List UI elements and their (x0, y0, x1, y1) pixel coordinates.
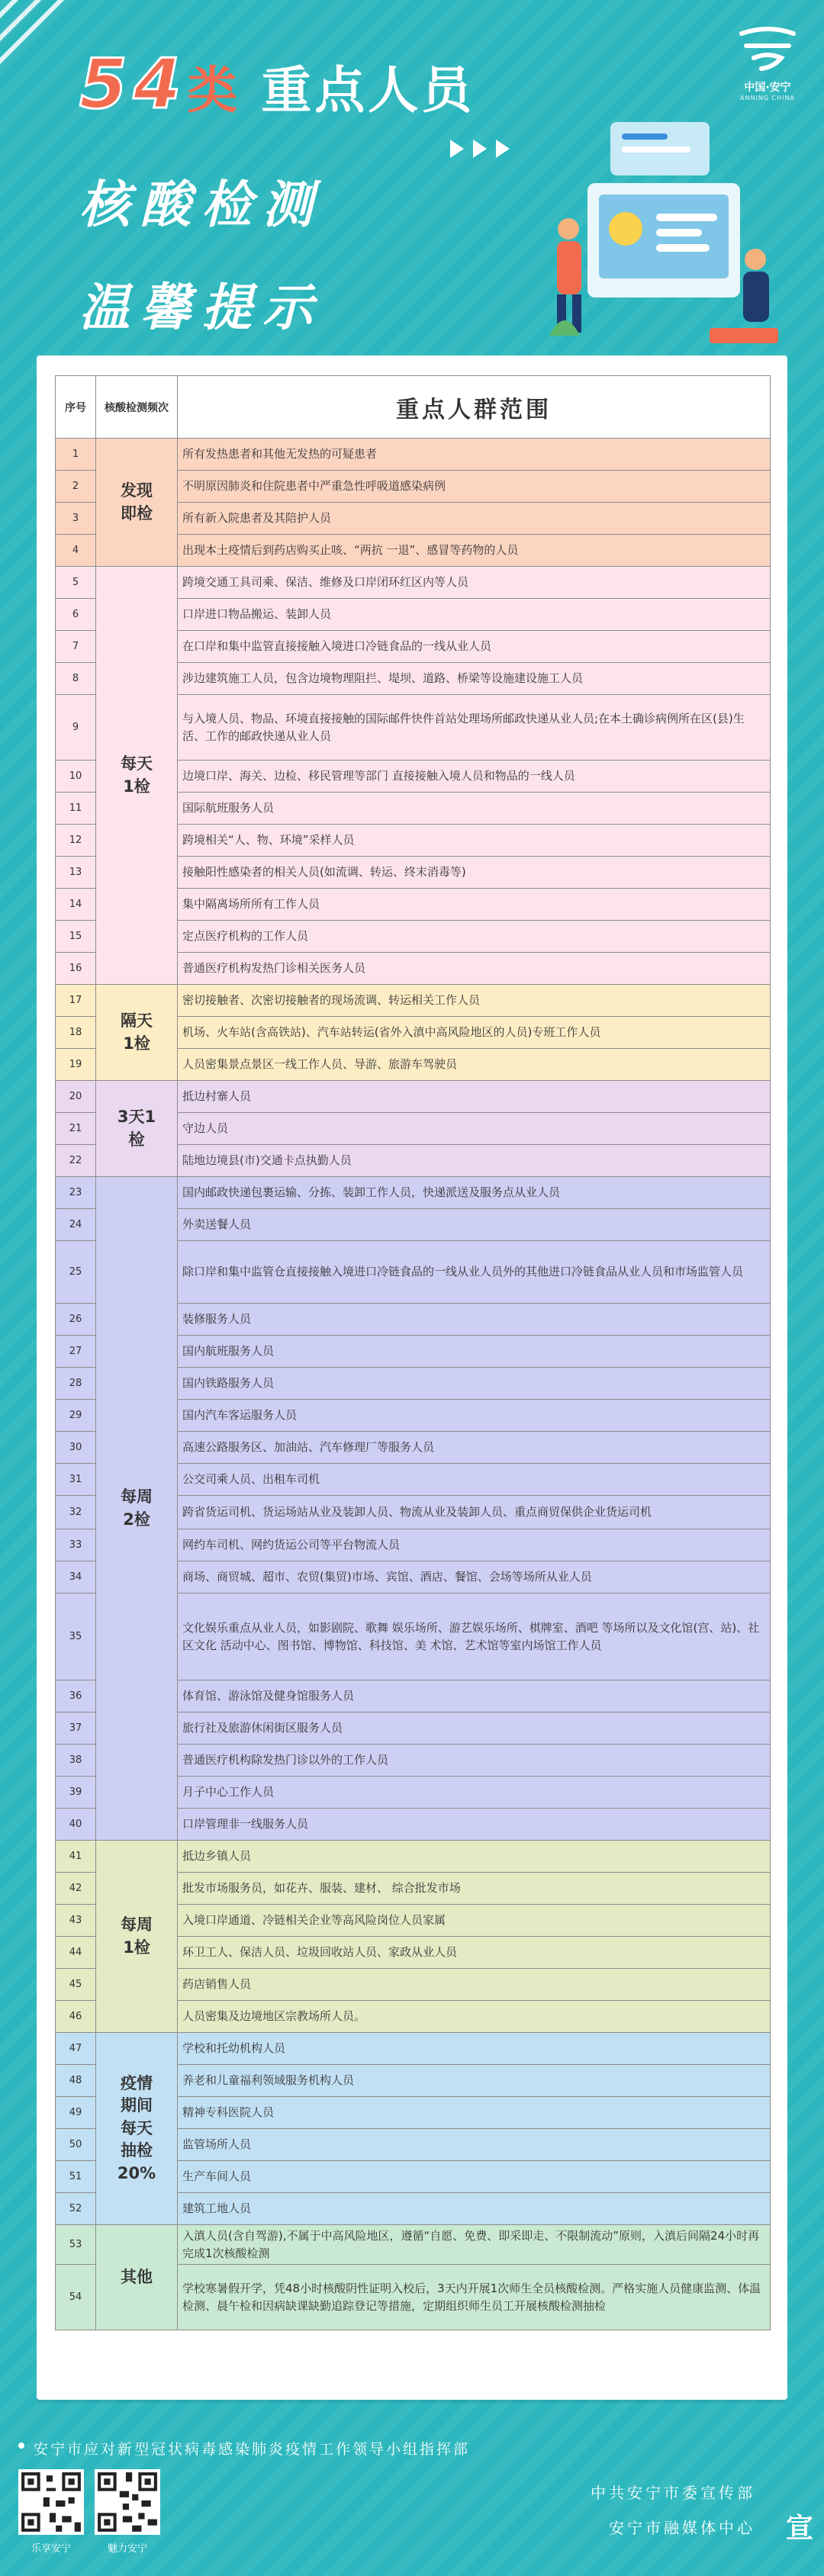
seal-mark: 宣 (785, 2513, 813, 2544)
scope-description: 建筑工地人员 (178, 2193, 771, 2225)
row-number: 38 (56, 1745, 96, 1777)
title-number: 54 (79, 44, 188, 124)
row-number: 8 (56, 663, 96, 695)
title-lei: 类 (187, 61, 241, 120)
frequency-label: 隔天1检 (121, 1011, 153, 1053)
table-row (56, 985, 771, 1017)
scope-description: 普通医疗机构除发热门诊以外的工作人员 (178, 1745, 771, 1777)
frequency-cell (96, 1081, 178, 1177)
dept-2: 安宁市融媒体中心 (609, 2519, 755, 2537)
row-number: 16 (56, 953, 96, 985)
scope-description: 国内邮政快递包裹运输、分拣、装卸工作人员，快递派送及服务点从业人员 (178, 1177, 771, 1209)
scope-description: 机场、火车站(含高铁站)、汽车站转运(省外入滇中高风险地区的人员)专班工作人员 (178, 1017, 771, 1049)
row-number: 52 (56, 2193, 96, 2225)
scope-description: 陆地边境县(市)交通卡点执勤人员 (178, 1145, 771, 1177)
scope-description: 商场、商贸城、超市、农贸(集贸)市场、宾馆、酒店、餐馆、会场等场所从业人员 (178, 1561, 771, 1594)
scope-description: 外卖送餐人员 (178, 1209, 771, 1241)
row-number: 29 (56, 1400, 96, 1432)
frequency-cell (96, 1177, 178, 1841)
row-number: 4 (56, 535, 96, 567)
anning-logo (731, 21, 804, 101)
frequency-label: 每周2检 (121, 1487, 153, 1529)
frequency-label: 每天1检 (121, 754, 153, 796)
scope-description: 定点医疗机构的工作人员 (178, 921, 771, 953)
row-number: 9 (56, 695, 96, 761)
bullet-dot-icon (18, 2443, 24, 2449)
row-number: 51 (56, 2161, 96, 2193)
row-number: 43 (56, 1905, 96, 1937)
scope-description: 生产车间人员 (178, 2161, 771, 2193)
row-number: 24 (56, 1209, 96, 1241)
scope-description: 人员密集景点景区一线工作人员、导游、旅游车驾驶员 (178, 1049, 771, 1081)
row-number: 1 (56, 439, 96, 471)
scope-description: 不明原因肺炎和住院患者中严重急性呼吸道感染病例 (178, 471, 771, 503)
scope-description: 抵边乡镇人员 (178, 1841, 771, 1873)
scope-description: 体育馆、游泳馆及健身馆服务人员 (178, 1680, 771, 1713)
arrows-decoration-icon (450, 137, 519, 160)
scope-description: 抵边村寨人员 (178, 1081, 771, 1113)
table-row (56, 1177, 771, 1209)
column-header-scope: 重点人群范围 (178, 376, 771, 439)
row-number: 23 (56, 1177, 96, 1209)
title-rest: 重点人员 (261, 61, 475, 120)
row-number: 11 (56, 793, 96, 825)
scope-description: 人员密集及边境地区宗教场所人员。 (178, 2001, 771, 2033)
scope-description: 监管场所人员 (178, 2129, 771, 2161)
scope-description: 文化娱乐重点从业人员，如影剧院、歌舞 娱乐场所、游艺娱乐场所、棋牌室、酒吧 等场所以及文化馆(宫、站)、社区文化 活动中心、图书馆、博物馆、科技馆、美 术馆、艺术馆等室内场馆工作人员 (178, 1594, 771, 1680)
row-number: 22 (56, 1145, 96, 1177)
frequency-label: 发现即检 (121, 481, 153, 523)
row-number: 19 (56, 1049, 96, 1081)
scope-description: 入滇人员(含自驾游),不属于中高风险地区，遵循“自愿、免费、即采即走、不限制流动”原则，入滇后间隔24小时再完成1次核酸检测 (178, 2225, 771, 2265)
row-number: 36 (56, 1680, 96, 1713)
frequency-cell (96, 2033, 178, 2225)
row-number: 50 (56, 2129, 96, 2161)
scope-description: 养老和儿童福利领域服务机构人员 (178, 2065, 771, 2097)
scope-description: 药店销售人员 (178, 1969, 771, 2001)
row-number: 2 (56, 471, 96, 503)
title-line-3: 温馨提示 (79, 278, 323, 337)
scope-description: 国内汽车客运服务人员 (178, 1400, 771, 1432)
people-screen-illustration (534, 107, 786, 359)
scope-description: 批发市场服务员，如花卉、服装、建材、 综合批发市场 (178, 1873, 771, 1905)
scope-description: 守边人员 (178, 1113, 771, 1145)
frequency-cell (96, 985, 178, 1081)
row-number: 35 (56, 1594, 96, 1680)
row-number: 39 (56, 1777, 96, 1809)
scope-description: 边境口岸、海关、边检、移民管理等部门 直接接触入境人员和物品的一线人员 (178, 761, 771, 793)
issuer-text: 安宁市应对新型冠状病毒感染肺炎疫情工作领导小组指挥部 (34, 2441, 471, 2458)
table-row (56, 1081, 771, 1113)
scope-description: 入境口岸通道、冷链相关企业等高风险岗位人员家属 (178, 1905, 771, 1937)
row-number: 5 (56, 567, 96, 599)
frequency-cell (96, 1841, 178, 2033)
row-number: 49 (56, 2097, 96, 2129)
table-card (37, 355, 787, 2400)
row-number: 31 (56, 1464, 96, 1496)
frequency-label: 每周1检 (121, 1915, 153, 1957)
scope-description: 装修服务人员 (178, 1304, 771, 1336)
scope-description: 与入境人员、物品、环境直接接触的国际邮件快件首站处理场所邮政快递从业人员;在本土确诊病例所在区(县)生活、工作的邮政快递从业人员 (178, 695, 771, 761)
row-number: 10 (56, 761, 96, 793)
scope-description: 所有新入院患者及其陪护人员 (178, 503, 771, 535)
scope-description: 跨省货运司机、货运场站从业及装卸人员、物流从业及装卸人员、重点商贸保供企业货运司机 (178, 1496, 771, 1529)
row-number: 48 (56, 2065, 96, 2097)
row-number: 54 (56, 2265, 96, 2330)
frequency-cell (96, 2225, 178, 2330)
row-number: 25 (56, 1241, 96, 1304)
scope-description: 高速公路服务区、加油站、汽车修理厂等服务人员 (178, 1432, 771, 1464)
table-body (56, 439, 771, 2330)
row-number: 14 (56, 889, 96, 921)
scope-description: 精神专科医院人员 (178, 2097, 771, 2129)
row-number: 6 (56, 599, 96, 631)
row-number: 47 (56, 2033, 96, 2065)
qr1-label: 乐享安宁 (31, 2543, 71, 2555)
table-row (56, 439, 771, 471)
scope-description: 国内铁路服务人员 (178, 1368, 771, 1400)
row-number: 53 (56, 2225, 96, 2265)
row-number: 41 (56, 1841, 96, 1873)
scope-description: 跨境交通工具司乘、保洁、维修及口岸闭环红区内等人员 (178, 567, 771, 599)
row-number: 28 (56, 1368, 96, 1400)
title-line-1 (79, 44, 475, 124)
table-row (56, 2033, 771, 2065)
row-number: 26 (56, 1304, 96, 1336)
row-number: 40 (56, 1809, 96, 1841)
row-number: 17 (56, 985, 96, 1017)
scope-description: 公交司乘人员、出租车司机 (178, 1464, 771, 1496)
row-number: 20 (56, 1081, 96, 1113)
frequency-cell (96, 567, 178, 985)
logo-text: 中国·安宁 (744, 82, 791, 94)
anning-logo-mark-icon (731, 21, 804, 75)
scope-description: 跨境相关“人、物、环境”采样人员 (178, 825, 771, 857)
dept-1: 中共安宁市委宣传部 (591, 2484, 755, 2502)
row-number: 37 (56, 1713, 96, 1745)
row-number: 15 (56, 921, 96, 953)
table-header-row (56, 376, 771, 439)
row-number: 7 (56, 631, 96, 663)
scope-description: 旅行社及旅游休闲街区服务人员 (178, 1713, 771, 1745)
row-number: 34 (56, 1561, 96, 1594)
scope-description: 学校和托幼机构人员 (178, 2033, 771, 2065)
table-row (56, 1841, 771, 1873)
row-number: 3 (56, 503, 96, 535)
scope-description: 环卫工人、保洁人员、垃圾回收站人员、家政从业人员 (178, 1937, 771, 1969)
title-line-2: 核酸检测 (79, 175, 323, 234)
frequency-label: 疫情期间每天抽检20% (117, 2074, 156, 2182)
row-number: 46 (56, 2001, 96, 2033)
scope-description: 密切接触者、次密切接触者的现场流调、转运相关工作人员 (178, 985, 771, 1017)
scope-description: 所有发热患者和其他无发热的可疑患者 (178, 439, 771, 471)
row-number: 42 (56, 1873, 96, 1905)
row-number: 12 (56, 825, 96, 857)
scope-description: 出现本土疫情后到药店购买止咳、“两抗 一退”、感冒等药物的人员 (178, 535, 771, 567)
row-number: 18 (56, 1017, 96, 1049)
scope-description: 集中隔离场所所有工作人员 (178, 889, 771, 921)
frequency-label: 其他 (121, 2267, 153, 2286)
logo-text-en: ANNING CHINA (740, 95, 795, 101)
scope-description: 接触阳性感染者的相关人员(如流调、转运、终末消毒等) (178, 857, 771, 889)
scope-description: 口岸进口物品搬运、装卸人员 (178, 599, 771, 631)
row-number: 21 (56, 1113, 96, 1145)
row-number: 13 (56, 857, 96, 889)
key-population-table (55, 375, 771, 2330)
row-number: 45 (56, 1969, 96, 2001)
table-row (56, 2225, 771, 2265)
scope-description: 学校寒暑假开学，凭48小时核酸阴性证明入校后，3天内开展1次师生全员核酸检测。严格实施人员健康监测、体温检测、晨午检和因病缺课缺勤追踪登记等措施，定期组织师生员工开展核酸检测抽检 (178, 2265, 771, 2330)
qr-code-icon[interactable] (95, 2469, 160, 2535)
column-header-no: 序号 (56, 376, 96, 439)
row-number: 27 (56, 1336, 96, 1368)
table-row (56, 567, 771, 599)
frequency-label: 3天1检 (117, 1108, 156, 1149)
qr-code-icon[interactable] (18, 2469, 84, 2535)
scope-description: 国内航班服务人员 (178, 1336, 771, 1368)
scope-description: 普通医疗机构发热门诊相关医务人员 (178, 953, 771, 985)
column-header-frequency: 核酸检测频次 (96, 376, 178, 439)
row-number: 32 (56, 1496, 96, 1529)
row-number: 30 (56, 1432, 96, 1464)
scope-description: 国际航班服务人员 (178, 793, 771, 825)
scope-description: 网约车司机、网约货运公司等平台物流人员 (178, 1529, 771, 1561)
scope-description: 除口岸和集中监管仓直接接触入境进口冷链食品的一线从业人员外的其他进口冷链食品从业人员和市场监管人员 (178, 1241, 771, 1304)
scope-description: 涉边建筑施工人员，包含边境物理阻拦、堤坝、道路、桥梁等设施建设施工人员 (178, 663, 771, 695)
scope-description: 在口岸和集中监管直接接触入境进口冷链食品的一线从业人员 (178, 631, 771, 663)
frequency-cell (96, 439, 178, 567)
scope-description: 口岸管理非一线服务人员 (178, 1809, 771, 1841)
scope-description: 月子中心工作人员 (178, 1777, 771, 1809)
row-number: 33 (56, 1529, 96, 1561)
qr2-label: 魅力安宁 (107, 2543, 147, 2555)
row-number: 44 (56, 1937, 96, 1969)
